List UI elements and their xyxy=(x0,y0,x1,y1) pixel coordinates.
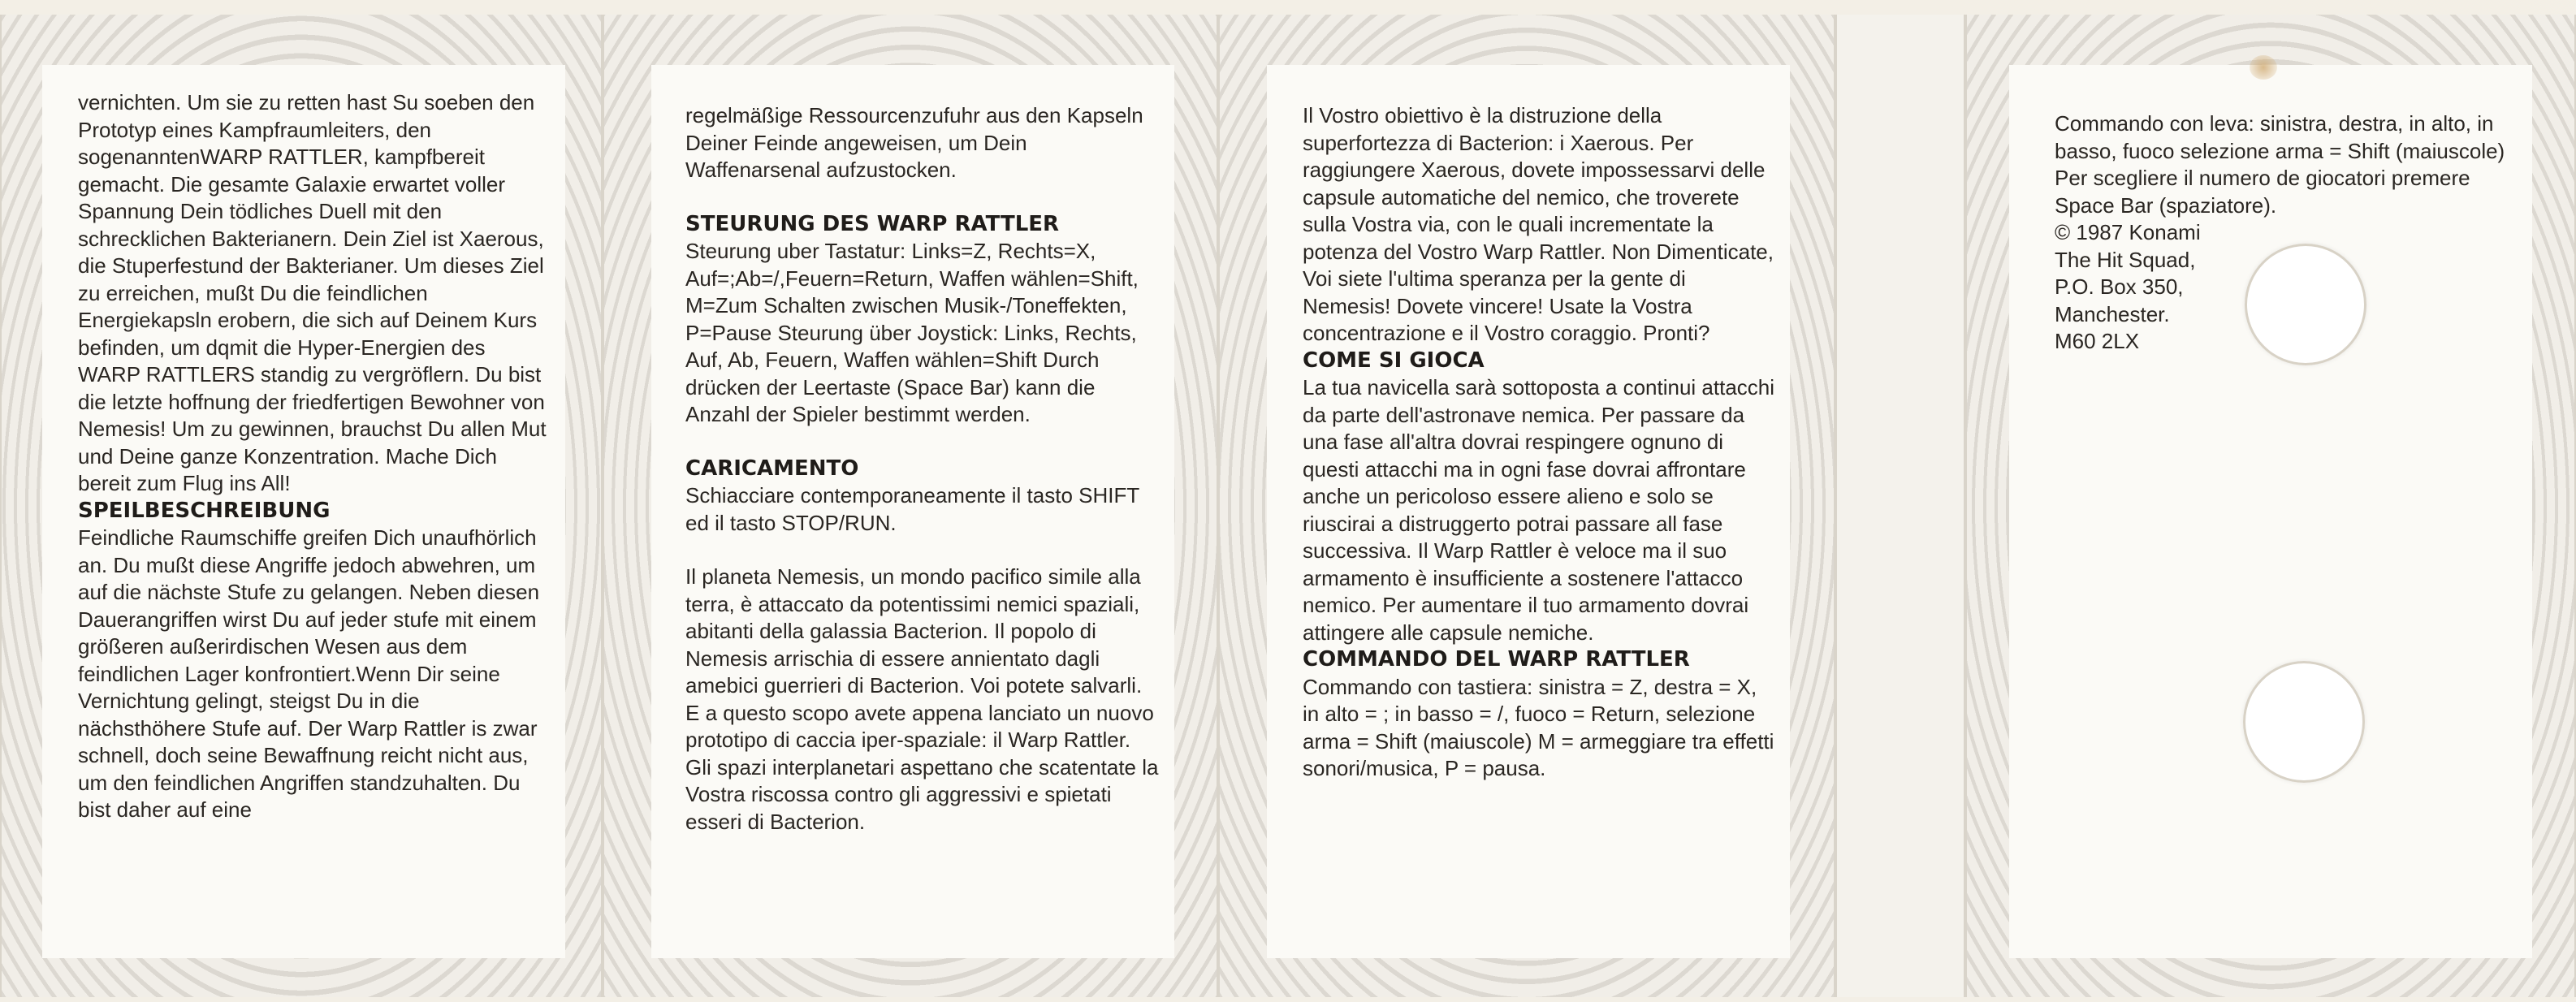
paper-stain xyxy=(2250,55,2277,80)
address-line-3: Manchester. xyxy=(2055,301,2170,326)
panel-3-text xyxy=(1267,65,1790,958)
story-text-italian: Il planeta Nemesis, un mondo pacifico simile alla terra, è attaccato da potentissimi nemici spaziali, abitanti della galassia Bacterion. Il popolo di Nemesis arrischia di essere annientato dagli amebici guerrieri di Bacterion. Voi potete salvarli. E a questo scopo avete appena lanciato un nuovo prototipo di caccia iper-spaziale: il Warp Rattler. Gli spazi interplanetari aspettano che scatentate la Vostra riscossa contro gli aggressivi e spietati esseri di Bacterion. xyxy=(685,564,1159,834)
copyright-text: © 1987 Konami xyxy=(2055,220,2201,244)
objective-text-italian: Il Vostro obiettivo è la distruzione della superfortezza di Bacterion: i Xaerous. Per raggiungere Xaerous, dovete impossessarvi delle capsule automatiche del nemico, che troverete sulla Vostra via, con le quali incrementate la potenza del Vostro Warp Rattler. Non Dimenticate, Voi siete l'ultima speranza per la gente di Nemesis! Dovete vincere! Usate la Vostra concentrazione e il Vostro coraggio. Pronti? xyxy=(1303,103,1774,345)
panel-2-text xyxy=(651,65,1174,958)
heading-spielbeschreibung: SPEILBESCHREIBUNG xyxy=(78,498,331,523)
heading-commando: COMMANDO DEL WARP RATTLER xyxy=(1303,647,1690,672)
resources-text: regelmäßige Ressourcenzufuhr aus den Kapseln Deiner Feinde angeweisen, um Dein Waffenarsenal aufzustocken. xyxy=(685,103,1143,182)
gameplay-text-italian: La tua navicella sarà sottoposta a continui attacchi da parte dell'astronave nemica. Per passare da una fase all'altra dovrai respingere ognuno di questi attacchi ma in ogni fase dovrai affrontare anche un pericoloso essere alieno e solo se riuscirai a distruggerto potrai passare all fase successiva. Il Warp Rattler è veloce ma il suo armamento è insufficiente a sostenere l'attacco nemico. Per aumentare il tuo armamento dovrai attingere alle capsule nemiche. xyxy=(1303,375,1775,645)
joystick-text-italian: Commando con leva: sinistra, destra, in alto, in basso, fuoco selezione arma = Shift (maiuscole) Per scegliere il numero de giocatori premere Space Bar (spaziatore). xyxy=(2055,111,2505,218)
spine-panel xyxy=(1835,15,1965,997)
spool-hole-bottom xyxy=(2243,661,2365,783)
panel-italian-story xyxy=(1218,15,1835,997)
loading-text: Schiacciare contemporaneamente il tasto SHIFT ed il tasto STOP/RUN. xyxy=(685,483,1139,535)
panel-controls-german xyxy=(603,15,1218,997)
story-text-german: vernichten. Um sie zu retten hast Su soeben den Prototyp eines Kampfraumleiters, den sogenanntenWARP RATTLER, kampfbereit gemacht. Die gesamte Galaxie erwartet voller Spannung Dein tödliches Duell mit den schrecklichen Bakterianern. Dein Ziel ist Xaerous, die Stuperfestund der Bakterianer. Um dieses Ziel zu erreichen, mußt Du die feindlichen Energiekapsln erobern, die sich auf Deinem Kurs befinden, um dqmit die Hyper-Energien des WARP RATTLERS standig zu vergröflern. Du bist die letzte hoffnung der friedfertigen Bewohner von Nemesis! Um zu gewinnen, brauchst Du allen Mut und Deine ganze Konzentration. Mache Dich bereit zum Flug ins All! xyxy=(78,90,547,495)
address-line-2: P.O. Box 350, xyxy=(2055,274,2184,299)
heading-come-si-gioca: COME SI GIOCA xyxy=(1303,348,1485,373)
gameplay-text-german: Feindliche Raumschiffe greifen Dich unaufhörlich an. Du mußt diese Angriffe jedoch abwehren, um auf die nächste Stufe zu gelangen. Neben diesen Dauerangriffen wirst Du auf jeder stufe mit einem größeren außerirdischen Wesen aus dem feindlichen Lager konfrontiert.Wenn Dir seine Vernichtung gelingt, steigst Du in die nächsthöhere Stufe auf. Der Warp Rattler is zwar schnell, doch seine Bewaffnung reicht nicht aus, um den feindlichen Angriffen standzuhalten. Du bist daher auf eine xyxy=(78,525,540,822)
panel-1-text xyxy=(42,65,565,958)
panel-german-story xyxy=(0,15,603,997)
heading-steurung: STEURUNG DES WARP RATTLER xyxy=(685,211,1060,236)
panel-4-text xyxy=(2009,65,2532,958)
heading-caricamento: CARICAMENTO xyxy=(685,456,859,481)
spool-hole-top xyxy=(2245,244,2366,365)
controls-text-italian: Commando con tastiera: sinistra = Z, destra = X, in alto = ; in basso = /, fuoco = Return, selezione arma = Shift (maiuscole) M = armeggiare tra effetti sonori/musica, P = pausa. xyxy=(1303,674,1774,780)
controls-text-german: Steurung uber Tastatur: Links=Z, Rechts=X, Auf=;Ab=/,Feuern=Return, Waffen wählen=Shift, M=Zum Schalten zwischen Musik-/Toneffekten, P=Pause Steurung über Joystick: Links, Rechts, Auf, Ab, Feuern, Waffen wählen=Shift Durch drücken der Leertaste (Space Bar) kann die Anzahl der Spieler bestimmt werden. xyxy=(685,239,1139,426)
address-line-1: The Hit Squad, xyxy=(2055,247,2196,272)
panel-credits xyxy=(1965,15,2576,997)
address-line-4: M60 2LX xyxy=(2055,329,2140,353)
